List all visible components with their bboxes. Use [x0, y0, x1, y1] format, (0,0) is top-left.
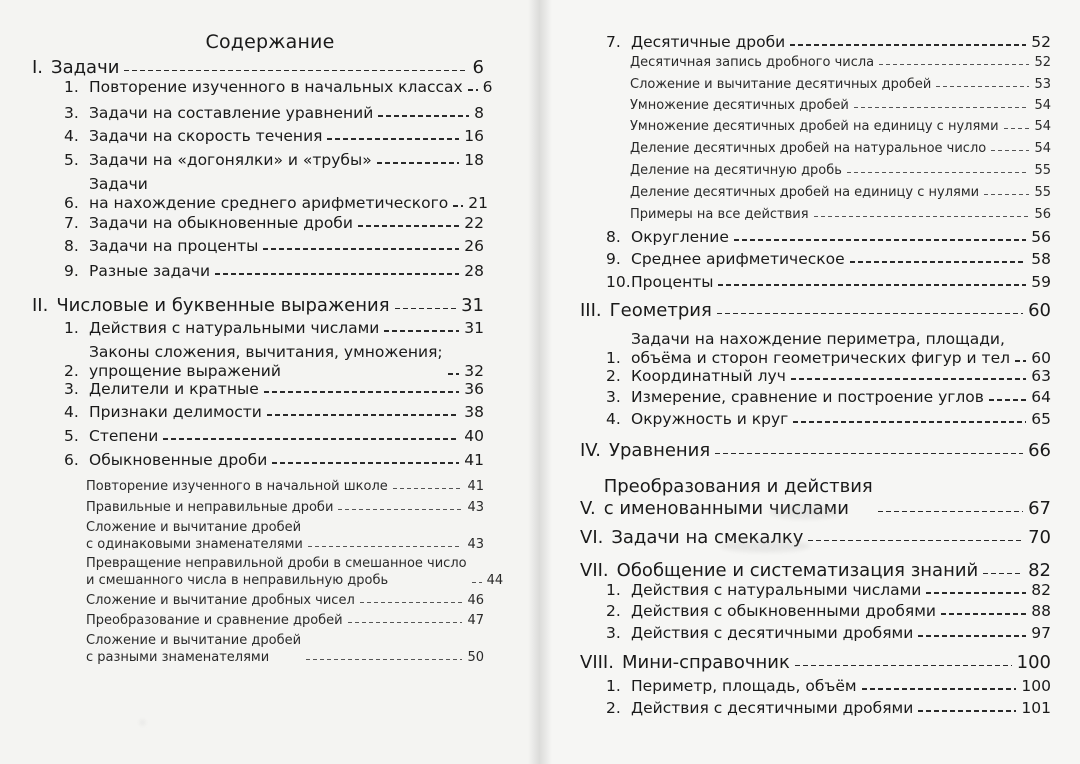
paper-smudge	[720, 540, 810, 552]
dot-leader	[378, 115, 469, 117]
toc-page-number: 47	[467, 613, 484, 628]
toc-subitem	[630, 54, 1051, 71]
toc-section	[32, 57, 484, 79]
dot-leader	[384, 330, 459, 332]
toc-number: 2.	[64, 362, 79, 380]
dot-leader	[854, 107, 1030, 108]
dot-leader	[862, 688, 1017, 690]
toc-title-line: и смешанного числа в неправильную дробь	[86, 573, 389, 588]
toc-section	[580, 560, 1051, 582]
toc-number: 7.	[64, 214, 79, 232]
toc-item	[64, 380, 484, 399]
toc-number: V.	[580, 498, 596, 519]
toc-subitem	[86, 499, 484, 516]
toc-title-line: Задачи на нахождение периметра, площади,	[631, 330, 1005, 348]
toc-title: Действия с натуральными числами	[631, 581, 922, 599]
toc-item	[606, 602, 1051, 621]
toc-page-number: 28	[464, 262, 484, 280]
dot-leader	[814, 216, 1030, 217]
toc-page-number: 26	[464, 237, 484, 255]
dot-leader	[795, 665, 1012, 667]
toc-item	[606, 330, 1051, 368]
toc-item	[606, 367, 1051, 386]
toc-subitem	[86, 519, 484, 553]
toc-title: Среднее арифметическое	[631, 250, 845, 268]
dot-leader	[717, 313, 1023, 315]
toc-page-number: 6	[482, 78, 493, 96]
toc-subitem	[86, 632, 484, 666]
toc-page-number: 55	[1034, 163, 1051, 178]
toc-number: 3.	[606, 624, 621, 642]
toc-page-number: 50	[467, 650, 484, 665]
toc-section	[580, 440, 1051, 462]
toc-title: Числовые и буквенные выражения	[56, 295, 390, 316]
toc-title: Окружность и круг	[631, 410, 789, 428]
toc-item	[606, 699, 1051, 718]
toc-title-line: Превращение неправильной дроби в смешанное число	[86, 556, 467, 571]
toc-title: Периметр, площадь, объём	[631, 677, 857, 695]
dot-leader	[718, 284, 1026, 286]
dot-leader	[306, 659, 462, 660]
toc-page-number: 88	[1031, 602, 1051, 620]
toc-subitem	[630, 184, 1051, 201]
toc-title: Задачи на проценты	[89, 237, 259, 255]
toc-subitem	[86, 592, 484, 609]
toc-page-number: 100	[1016, 652, 1051, 673]
toc-title	[89, 175, 448, 213]
toc-number: 4.	[64, 127, 79, 145]
toc-number: IV.	[580, 440, 602, 461]
toc-title: Примеры на все действия	[630, 207, 809, 222]
toc-page-number: 82	[1031, 581, 1051, 599]
toc-number: 9.	[606, 250, 621, 268]
toc-item	[606, 273, 1051, 292]
toc-page-number: 54	[1034, 98, 1051, 113]
toc-title: Правильные и неправильные дроби	[86, 500, 334, 515]
dot-leader	[926, 592, 1026, 594]
toc-item	[64, 319, 484, 338]
toc-title: Повторение изученного в начальных классах	[89, 78, 463, 96]
toc-title: Обобщение и систематизация знаний	[616, 560, 979, 581]
toc-page-number: 60	[1031, 349, 1051, 367]
toc-page-number: 67	[1028, 498, 1051, 519]
toc-subitem	[86, 478, 484, 495]
toc-page-number: 58	[1031, 250, 1051, 268]
toc-title: Уравнения	[609, 440, 711, 461]
dot-leader	[453, 205, 463, 207]
toc-page-number: 52	[1034, 55, 1051, 70]
toc-number: 1.	[64, 78, 79, 96]
toc-page-number: 8	[474, 104, 484, 122]
toc-page-number: 41	[467, 479, 484, 494]
dot-leader	[983, 573, 1023, 575]
toc-item	[606, 677, 1051, 696]
toc-title: Задачи на скорость течения	[89, 127, 323, 145]
toc-page-number: 44	[486, 573, 504, 588]
toc-page-number: 31	[461, 295, 484, 316]
toc-title: Десятичная запись дробного числа	[630, 55, 875, 70]
toc-item	[606, 33, 1051, 52]
toc-number: 6.	[64, 194, 79, 212]
toc-item	[606, 250, 1051, 269]
toc-title: Сложение и вычитание дробных чисел	[86, 593, 355, 608]
toc-item	[64, 127, 484, 146]
toc-number: I.	[32, 57, 44, 78]
toc-number: 1.	[606, 581, 621, 599]
toc-page-number: 101	[1021, 699, 1051, 717]
dot-leader	[393, 488, 463, 489]
dot-leader	[734, 239, 1026, 241]
toc-number: VIII.	[580, 652, 614, 673]
dot-leader	[1004, 128, 1030, 129]
toc-title-line: с именованными числами	[603, 498, 849, 519]
toc-item	[64, 214, 484, 233]
toc-title: Степени	[89, 427, 159, 445]
toc-item	[64, 104, 484, 123]
dot-leader	[790, 44, 1026, 46]
toc-subitem	[630, 206, 1051, 223]
right-page	[540, 0, 1080, 764]
toc-page-number: 60	[1028, 300, 1051, 321]
toc-title: Задачи на смекалку	[611, 527, 804, 548]
dot-leader	[991, 150, 1029, 151]
toc-item	[64, 343, 484, 381]
toc-number: 6.	[64, 451, 79, 469]
toc-number: 5.	[64, 427, 79, 445]
toc-subitem	[630, 162, 1051, 179]
toc-title: Координатный луч	[631, 367, 786, 385]
toc-title: Умножение десятичных дробей	[630, 98, 849, 113]
toc-page-number: 32	[464, 362, 484, 380]
dot-leader	[878, 511, 1023, 513]
toc-number: 1.	[64, 319, 79, 337]
toc-title: Округление	[631, 228, 729, 246]
book-gutter	[528, 0, 552, 764]
toc-title: Задачи на «догонялки» и «трубы»	[89, 151, 372, 169]
toc-item	[64, 403, 484, 422]
toc-item	[606, 388, 1051, 407]
toc-section	[580, 527, 1051, 549]
toc-number: 7.	[606, 33, 621, 51]
toc-page-number: 97	[1031, 624, 1051, 642]
toc-page-number: 53	[1034, 77, 1051, 92]
toc-page-number: 16	[464, 127, 484, 145]
toc-title-line: с разными знаменателями	[86, 650, 270, 665]
dot-leader	[941, 613, 1026, 615]
toc-page-number: 82	[1028, 560, 1051, 581]
toc-title: Задачи на обыкновенные дроби	[89, 214, 353, 232]
dot-leader	[1015, 360, 1026, 362]
dot-leader	[918, 710, 1016, 712]
toc-page-number: 64	[1031, 388, 1051, 406]
toc-page-number: 46	[467, 593, 484, 608]
toc-item	[606, 624, 1051, 643]
toc-title: Задачи	[51, 57, 120, 78]
toc-title	[86, 519, 303, 553]
toc-title	[631, 330, 1010, 368]
toc-title: Преобразование и сравнение дробей	[86, 613, 343, 628]
toc-number: 9.	[64, 262, 79, 280]
toc-page-number: 55	[1034, 185, 1051, 200]
toc-number: 2.	[606, 602, 621, 620]
dot-leader	[918, 635, 1026, 637]
dot-leader	[267, 414, 459, 416]
toc-title-line: объёма и сторон геометрических фигур и тел	[631, 349, 1011, 367]
toc-title: Деление десятичных дробей на натуральное число	[630, 141, 987, 156]
toc-number: 3.	[64, 104, 79, 122]
page-title: Содержание	[205, 31, 335, 53]
toc-number: 5.	[64, 151, 79, 169]
dot-leader	[264, 391, 460, 393]
toc-page-number: 43	[467, 500, 484, 515]
toc-page-number: 21	[468, 194, 488, 212]
toc-item	[64, 451, 484, 470]
toc-subitem	[86, 612, 484, 629]
toc-title: Задачи на составление уравнений	[89, 104, 374, 122]
toc-page-number: 66	[1028, 440, 1051, 461]
toc-title	[86, 555, 467, 589]
dot-leader	[360, 602, 463, 603]
toc-page-number: 54	[1034, 119, 1051, 134]
toc-number: 1.	[606, 349, 621, 367]
dot-leader	[936, 86, 1029, 87]
dot-leader	[472, 582, 482, 583]
toc-section	[580, 300, 1051, 322]
dot-leader	[448, 373, 460, 375]
toc-page-number: 63	[1031, 367, 1051, 385]
toc-number: 3.	[606, 388, 621, 406]
toc-title-line: Преобразования и действия	[603, 476, 873, 497]
toc-page-number: 56	[1034, 207, 1051, 222]
toc-page-number: 38	[464, 403, 484, 421]
toc-item	[64, 151, 484, 170]
toc-title: Разные задачи	[89, 262, 211, 280]
toc-title: Геометрия	[609, 300, 712, 321]
toc-number: 1.	[606, 677, 621, 695]
toc-title-line: на нахождение среднего арифметического	[89, 194, 449, 212]
toc-page-number: 65	[1031, 410, 1051, 428]
toc-number: 3.	[64, 380, 79, 398]
dot-leader	[808, 540, 1023, 542]
dot-leader	[272, 462, 459, 464]
toc-title: Делители и кратные	[89, 380, 259, 398]
dot-leader	[715, 453, 1023, 455]
toc-page-number: 18	[464, 151, 484, 169]
toc-number: 2.	[606, 367, 621, 385]
dot-leader	[468, 89, 478, 91]
toc-number: 8.	[64, 237, 79, 255]
toc-page-number: 59	[1031, 273, 1051, 291]
dot-leader	[395, 308, 457, 310]
toc-page-number: 36	[464, 380, 484, 398]
dot-leader	[338, 509, 462, 510]
toc-title-line: с одинаковыми знаменателями	[86, 537, 303, 552]
toc-title: Действия с десятичными дробями	[631, 624, 914, 642]
dot-leader	[215, 273, 459, 275]
toc-title-line: Сложение и вычитание дробей	[86, 633, 302, 648]
toc-number: VI.	[580, 527, 604, 548]
toc-title: Действия с обыкновенными дробями	[631, 602, 936, 620]
toc-title: Деление десятичных дробей на единицу с нулями	[630, 185, 980, 200]
toc-subitem	[86, 555, 504, 589]
toc-title: Сложение и вычитание десятичных дробей	[630, 77, 932, 92]
toc-number: 4.	[64, 403, 79, 421]
toc-title: Десятичные дроби	[631, 33, 786, 51]
toc-title: Действия с десятичными дробями	[631, 699, 914, 717]
toc-section	[580, 652, 1051, 674]
toc-number: 2.	[606, 699, 621, 717]
toc-number: II.	[32, 295, 49, 316]
toc-number: 10.	[606, 273, 631, 291]
toc-page-number: 70	[1028, 527, 1051, 548]
toc-title: Измерение, сравнение и построение углов	[631, 388, 984, 406]
toc-page-number: 22	[464, 214, 484, 232]
toc-page-number: 54	[1034, 141, 1051, 156]
toc-item	[606, 581, 1051, 600]
toc-item	[64, 78, 493, 97]
paper-speck	[140, 720, 145, 725]
toc-title: Признаки делимости	[89, 403, 262, 421]
toc-item	[64, 427, 484, 446]
toc-item	[64, 175, 488, 213]
toc-title	[89, 343, 443, 381]
paper-smudge	[770, 505, 840, 519]
toc-item	[606, 228, 1051, 247]
dot-leader	[163, 438, 459, 440]
toc-page-number: 31	[464, 319, 484, 337]
dot-leader	[358, 225, 459, 227]
toc-title: Действия с натуральными числами	[89, 319, 380, 337]
toc-item	[64, 262, 484, 281]
toc-subitem	[630, 140, 1051, 157]
toc-number: 4.	[606, 410, 621, 428]
toc-subitem	[630, 76, 1051, 93]
toc-title-line: Сложение и вычитание дробей	[86, 520, 302, 535]
dot-leader	[989, 399, 1026, 401]
dot-leader	[263, 248, 459, 250]
toc-page-number: 56	[1031, 228, 1051, 246]
toc-item	[64, 237, 484, 256]
toc-title: Повторение изученного в начальной школе	[86, 479, 388, 494]
dot-leader	[847, 172, 1030, 173]
toc-title: Умножение десятичных дробей на единицу с нулями	[630, 119, 999, 134]
toc-section	[32, 295, 484, 317]
dot-leader	[327, 138, 459, 140]
toc-title: Деление на десятичную дробь	[630, 163, 842, 178]
dot-leader	[984, 194, 1029, 195]
dot-leader	[793, 421, 1026, 423]
dot-leader	[348, 622, 463, 623]
toc-number: III.	[580, 300, 602, 321]
toc-page-number: 52	[1031, 33, 1051, 51]
toc-page-number: 6	[472, 57, 484, 78]
toc-title	[86, 632, 301, 666]
dot-leader	[850, 261, 1027, 263]
toc-number: 8.	[606, 228, 621, 246]
toc-title: Мини-справочник	[621, 652, 790, 673]
toc-page-number: 43	[467, 537, 484, 552]
dot-leader	[124, 70, 467, 72]
toc-page-number: 40	[464, 427, 484, 445]
toc-page-number: 100	[1021, 677, 1051, 695]
toc-page-number: 41	[464, 451, 484, 469]
toc-title: Обыкновенные дроби	[89, 451, 268, 469]
toc-title-line: Задачи	[89, 175, 148, 193]
dot-leader	[377, 162, 460, 164]
toc-subitem	[630, 118, 1051, 135]
dot-leader	[308, 546, 463, 547]
toc-title-line: Законы сложения, вычитания, умножения;	[89, 343, 443, 361]
toc-subitem	[630, 97, 1051, 114]
toc-title-line: упрощение выражений	[89, 362, 281, 380]
dot-leader	[791, 378, 1026, 380]
toc-number: VII.	[580, 560, 609, 581]
toc-title: Проценты	[631, 273, 714, 291]
toc-item	[606, 410, 1051, 429]
dot-leader	[879, 64, 1029, 65]
